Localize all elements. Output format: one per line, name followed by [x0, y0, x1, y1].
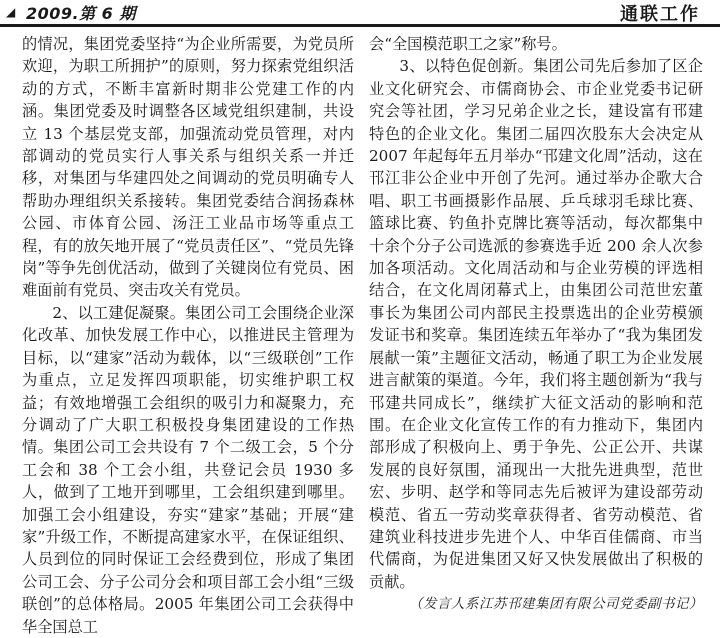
right-paragraph-culture: 3、以特色促创新。集团公司先后参加了区企业文化研究会、市儒商协会、市企业党委书记研究会等社团，学习兄弟企业之长，建设富有邗建特色的企业文化。集团二届四次股东大会决定从 2007 年起每年五月举办“邗建文化周”活动，这在邗江非公企业中开创了先河。通过举办企歌大合唱、职工书画摄影作品展、乒乓球羽毛球比赛、篮球比赛、钓鱼扑克牌比赛等活动，每次都集中十余个分子公司选派的参赛选手近 200 余人次参加各项活动。文化周活动和与企业劳模的评选相结合，在文化周闭幕式上，由集团公司范世宏董事长为集团公司内部民主投票选出的企业劳模颁发证书和奖章。集团连续五年举办了“我为集团发展献一策”主题征文活动，畅通了职工为企业发展进言献策的渠道。今年，我们将主题创新为“我与邗建共同成长”，继续扩大征文活动的影响和范围。在企业文化宣传工作的有力推动下，集团内部形成了积极向上、勇于争先、公正公开、共谋发展的良好氛围，涌现出一大批先进典型，范世宏、步明、赵学和等同志先后被评为建设部劳动模范、省五一劳动奖章获得者、省劳动模范、省建筑业科技进步先进个人、中华百佳儒商、市当代儒商，为促进集团又好又快发展做出了积极的贡献。 — [369, 57, 703, 591]
right-paragraph-continued: 会“全国模范职工之家”称号。 — [369, 35, 567, 53]
left-column — [22, 33, 354, 638]
left-paragraph-continued: 的情况，集团党委坚持“为企业所需要，为党员所欢迎，为职工所拥护”的原则，努力探索党组织活动的方式，不断丰富新时期非公党建工作的内涵。集团党委及时调整各区域党组织建制，共设立 13 个基层党支部，加强流动党员管理，对内部调动的党员实行人事关系与组织关系一并迁移，对集团与华建四处之间调动的党员明确专人帮助办理组织关系接转。集团党委结合润扬森林公园、市体育公园、汤汪工业品市场等重点工程，有的放矢地开展了“党员责任区”、“党员先锋岗”等争先创优活动，做到了关键岗位有党员、困难面前有党员、突击攻关有党员。 — [22, 35, 354, 300]
right-column — [369, 33, 703, 615]
issue-number: 2009.第 6 期 — [26, 4, 136, 23]
left-paragraph-union: 2、以工建促凝聚。集团公司工会围绕企业深化改革、加快发展工作中心，以推进民主管理为目标，以“建家”活动为载体，以“三级联创”工作为重点，立足发挥四项职能，切实维护职工权益；有效地增强工会组织的吸引力和凝聚力，充分调动了广大职工积极投身集团建设的工作热情。集团公司工会共设有 7 个二级工会，5 个分工会和 38 个工会小组，共登记会员 1930 多人，做到了工地开到哪里，工会组织建到哪里。加强工会小组建设，夯实“建家”基础；开展“建家”升级工作，不断提高建家水平，在保证组织、人员到位的同时保证工会经费到位，形成了集团公司工会、分子公司分会和项目部工会小组“三级联创”的总体格局。2005 年集团公司工会获得中华全国总工 — [22, 303, 354, 636]
column-title: 通联工作 — [620, 4, 700, 25]
issue-marker-icon: ◢ — [6, 5, 16, 19]
running-header — [0, 0, 720, 27]
author-signature: （发言人系江苏邗建集团有限公司党委副书记） — [409, 596, 703, 613]
